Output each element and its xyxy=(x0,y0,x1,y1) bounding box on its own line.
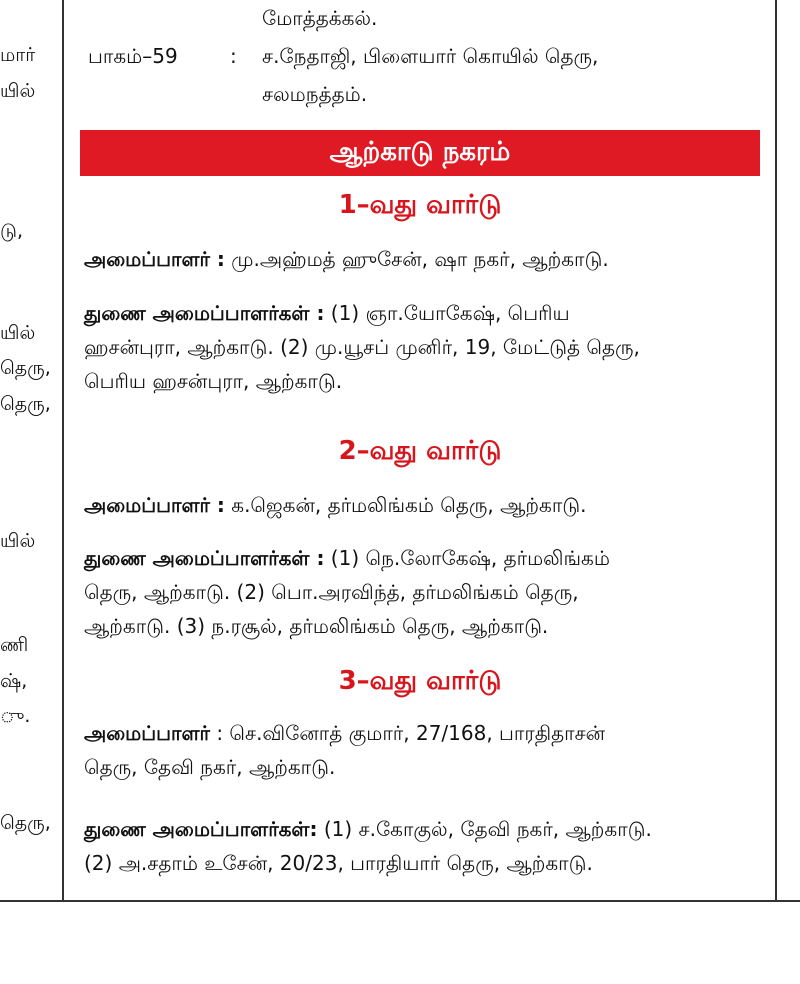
pagam-line1: ச.நேதாஜி, பிளையார் கொயில் தெரு, xyxy=(262,44,599,68)
thunai-label: துணை அமைப்பாளர்கள்: xyxy=(84,817,318,841)
left-fragment: தெரு, xyxy=(0,393,51,415)
blank-area xyxy=(0,902,800,984)
thunai-line: பெரிய ஹசன்புரா, ஆற்காடு. xyxy=(84,369,343,393)
pagam-row xyxy=(80,44,760,76)
section-banner-title: ஆற்காடு நகரம் xyxy=(329,136,511,167)
column-divider-right xyxy=(775,0,777,900)
ward-title: 1–வது வார்டு xyxy=(338,190,502,220)
left-fragment: யில் xyxy=(0,530,36,552)
pagam-line2: சலமநத்தம். xyxy=(262,82,368,106)
pagam-colon: : xyxy=(230,44,237,68)
ward-3-amaippalar xyxy=(84,716,756,784)
amaippalar-label: அமைப்பாளர் xyxy=(84,721,210,745)
column-divider-left xyxy=(62,0,64,900)
left-fragment: யில் xyxy=(0,322,36,344)
left-fragment: ணி xyxy=(0,634,29,656)
ward-title: 2–வது வார்டு xyxy=(338,436,502,466)
amaippalar-text: க.ஜெகன், தர்மலிங்கம் தெரு, ஆற்காடு. xyxy=(224,493,587,517)
left-fragment: மார் xyxy=(0,44,36,66)
thunai-label: துணை அமைப்பாளர்கள் : xyxy=(84,301,325,325)
top-line: மோத்தக்கல். xyxy=(262,6,378,30)
left-fragment: தெரு, xyxy=(0,357,51,379)
ward-2-thunai xyxy=(84,541,756,643)
left-fragment: ு. xyxy=(0,705,31,727)
left-fragment: ஷ், xyxy=(0,670,28,692)
thunai-line: தெரு, ஆற்காடு. (2) பொ.அரவிந்த், தர்மலிங்கம் தெரு, xyxy=(84,580,579,604)
amaippalar-text: மு.அஹ்மத் ஹுசேன், ஷா நகர், ஆற்காடு. xyxy=(224,247,609,271)
amaippalar-label: அமைப்பாளர் : xyxy=(84,247,225,271)
thunai-line: (1) ஞா.யோகேஷ், பெரிய xyxy=(324,301,570,325)
left-fragment: யில் xyxy=(0,80,36,102)
amaippalar-line2: தெரு, தேவி நகர், ஆற்காடு. xyxy=(84,755,336,779)
ward-title: 3–வது வார்டு xyxy=(338,666,502,696)
thunai-line: ஹசன்புரா, ஆற்காடு. (2) மு.யூசப் முனிர், 19, மேட்டுத் தெரு, xyxy=(84,335,640,359)
left-column-fragments xyxy=(0,0,62,900)
ward-2-amaippalar xyxy=(84,488,756,522)
thunai-line: (1) நெ.லோகேஷ், தர்மலிங்கம் xyxy=(324,546,610,570)
amaippalar-label: அமைப்பாளர் : xyxy=(84,493,225,517)
thunai-label: துணை அமைப்பாளர்கள் : xyxy=(84,546,325,570)
thunai-line: ஆற்காடு. (3) ந.ரசூல், தர்மலிங்கம் தெரு, ஆற்காடு. xyxy=(84,614,549,638)
section-banner xyxy=(80,130,760,176)
ward-3-thunai xyxy=(84,812,756,880)
thunai-line: (2) அ.சதாம் உசேன், 20/23, பாரதியார் தெரு, ஆற்காடு. xyxy=(84,851,593,875)
thunai-line: (1) ச.கோகுல், தேவி நகர், ஆற்காடு. xyxy=(317,817,652,841)
amaippalar-text: : செ.வினோத் குமார், 27/168, பாரதிதாசன் xyxy=(209,721,606,745)
ward-1-thunai xyxy=(84,296,756,398)
ward-1-amaippalar xyxy=(84,242,756,276)
pagam-label: பாகம்–59 xyxy=(88,44,178,68)
left-fragment: தெரு, xyxy=(0,812,51,834)
left-fragment: டு, xyxy=(0,220,23,242)
